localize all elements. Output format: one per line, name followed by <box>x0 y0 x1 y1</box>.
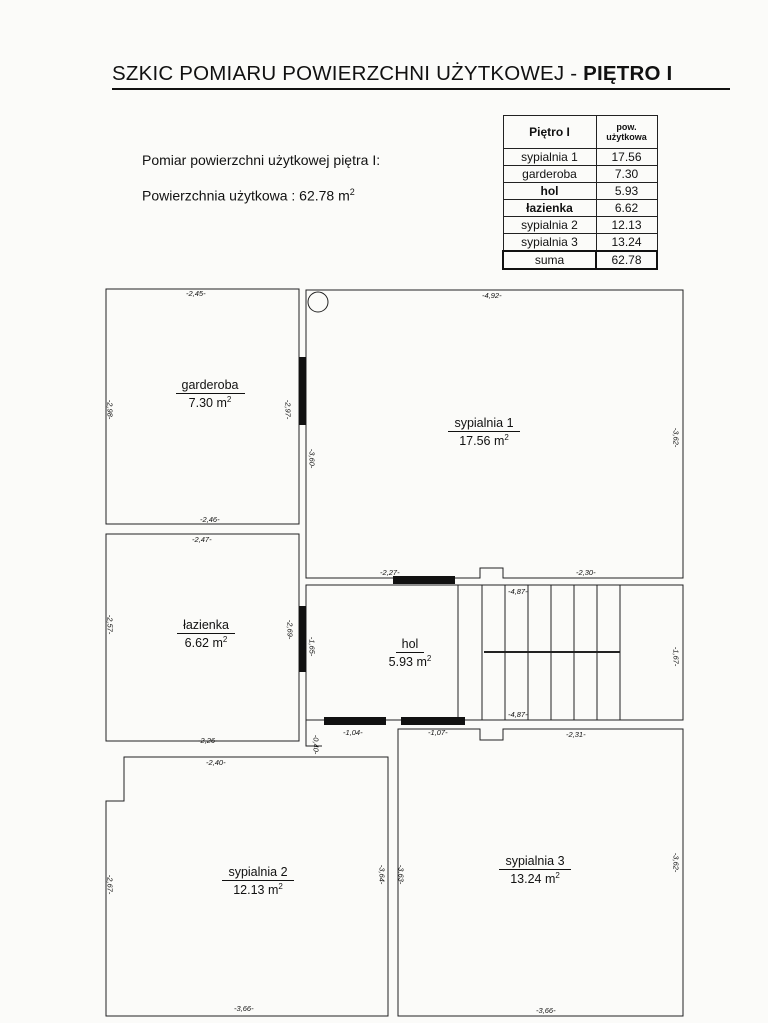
dim-sypialnia2-left: -2,67- <box>105 874 115 895</box>
dim-lazienka-top: -2,47- <box>192 535 212 544</box>
summary-row-name: sypialnia 3 <box>503 234 596 252</box>
dim-sypialnia3-top: -2,31- <box>566 730 586 739</box>
room-area-sup: 2 <box>504 433 509 442</box>
dim-hol-left: -1,65- <box>307 636 317 657</box>
summary-col1-header: Piętro I <box>503 116 596 149</box>
dim-sypialnia2-top: -2,40- <box>206 758 226 767</box>
dim-stairs-top: -4,87- <box>508 587 528 596</box>
dim-lazienka-bottom: -2,26- <box>198 736 218 745</box>
door-openings <box>299 357 465 725</box>
info-line-1: Pomiar powierzchni użytkowej piętra I: <box>142 152 381 168</box>
summary-row-value: 13.24 <box>596 234 657 252</box>
dim-stairs-bottom: -4,87- <box>508 710 528 719</box>
room-area <box>198 882 318 897</box>
dim-sypialnia3-right: -3,62- <box>671 852 681 873</box>
summary-row-name: garderoba <box>503 166 596 183</box>
room-area <box>424 433 544 448</box>
summary-row-name: hol <box>503 183 596 200</box>
dim-garderoba-left: -2,98- <box>105 399 115 420</box>
dim-sypialnia2-right: -3,64- <box>377 864 387 885</box>
summary-row-value: 17.56 <box>596 149 657 166</box>
title-main: SZKIC POMIARU POWIERZCHNI UŻYTKOWEJ - <box>112 62 584 85</box>
dim-sypialnia1-bottom-left: -2,27- <box>380 568 400 577</box>
room-area-sup: 2 <box>222 635 228 644</box>
room-area-value: 6.62 m <box>184 636 223 651</box>
room-name: hol <box>396 637 425 653</box>
dim-garderoba-door: -2,97- <box>283 399 293 420</box>
dim-lazienka-door: -2,69- <box>285 619 295 640</box>
summary-row-name: sypialnia 1 <box>503 149 596 166</box>
room-area-sup: 2 <box>426 654 432 663</box>
dim-door-right: -1,07- <box>428 728 448 737</box>
summary-row-value: 6.62 <box>596 200 657 217</box>
room-hol <box>350 637 470 669</box>
room-sypialnia2 <box>198 865 318 897</box>
dim-sypialnia3-left: -3,63- <box>396 864 406 885</box>
dim-hol-right: -1,67- <box>671 646 681 667</box>
room-area-sup: 2 <box>555 871 560 880</box>
summary-row-value: 12.13 <box>596 217 657 234</box>
dim-garderoba-top: -2,45- <box>186 289 206 298</box>
summary-col2-header-b: użytkowa <box>606 132 647 142</box>
room-garderoba <box>150 378 270 410</box>
dim-door-left: -1,04- <box>343 728 363 737</box>
summary-sum-label: suma <box>503 251 596 269</box>
summary-col2-header-a: pow. <box>616 122 637 132</box>
room-area-value: 17.56 m <box>459 434 505 449</box>
column-circle <box>308 292 328 312</box>
room-area <box>475 871 595 886</box>
room-name: sypialnia 1 <box>448 416 519 432</box>
dim-sypialnia1-right: -3,62- <box>671 427 681 448</box>
room-area <box>150 395 270 410</box>
room-area <box>350 654 470 669</box>
room-area-value: 12.13 m <box>233 883 279 898</box>
dim-sypialnia1-left: -3,60- <box>307 448 317 469</box>
summary-row-value: 5.93 <box>596 183 657 200</box>
room-area <box>146 635 266 650</box>
dim-garderoba-bottom: -2,46- <box>200 515 220 524</box>
dim-sypialnia3-bottom: -3,66- <box>536 1006 556 1015</box>
room-sypialnia3 <box>475 854 595 886</box>
info-area-text: Powierzchnia użytkowa : 62.78 m <box>142 187 350 204</box>
room-area-value: 5.93 m <box>388 655 427 670</box>
summary-row-name: sypialnia 2 <box>503 217 596 234</box>
summary-row-name: łazienka <box>503 200 596 217</box>
dim-sypialnia1-bottom-right: -2,30- <box>576 568 596 577</box>
room-area-sup: 2 <box>226 395 232 404</box>
dim-hol-corner: -0,40- <box>311 734 321 755</box>
room-name: sypialnia 3 <box>499 854 570 870</box>
stairs-steps <box>482 585 620 720</box>
summary-row-value: 7.30 <box>596 166 657 183</box>
room-name: sypialnia 2 <box>222 865 293 881</box>
room-name: garderoba <box>176 378 245 394</box>
room-sypialnia1 <box>424 416 544 448</box>
room-lazienka <box>146 618 266 650</box>
dim-sypialnia2-bottom: -3,66- <box>234 1004 254 1013</box>
dim-sypialnia1-top: -4,92- <box>482 291 502 300</box>
title-floor: PIĘTRO I <box>583 62 673 85</box>
info-area-sup: 2 <box>349 187 355 197</box>
room-area-sup: 2 <box>278 882 283 891</box>
dim-lazienka-left: -2,57- <box>105 614 115 635</box>
room-area-value: 13.24 m <box>510 872 556 887</box>
room-area-value: 7.30 m <box>188 396 227 411</box>
summary-sum-value: 62.78 <box>596 251 657 269</box>
room-name: łazienka <box>177 618 235 634</box>
